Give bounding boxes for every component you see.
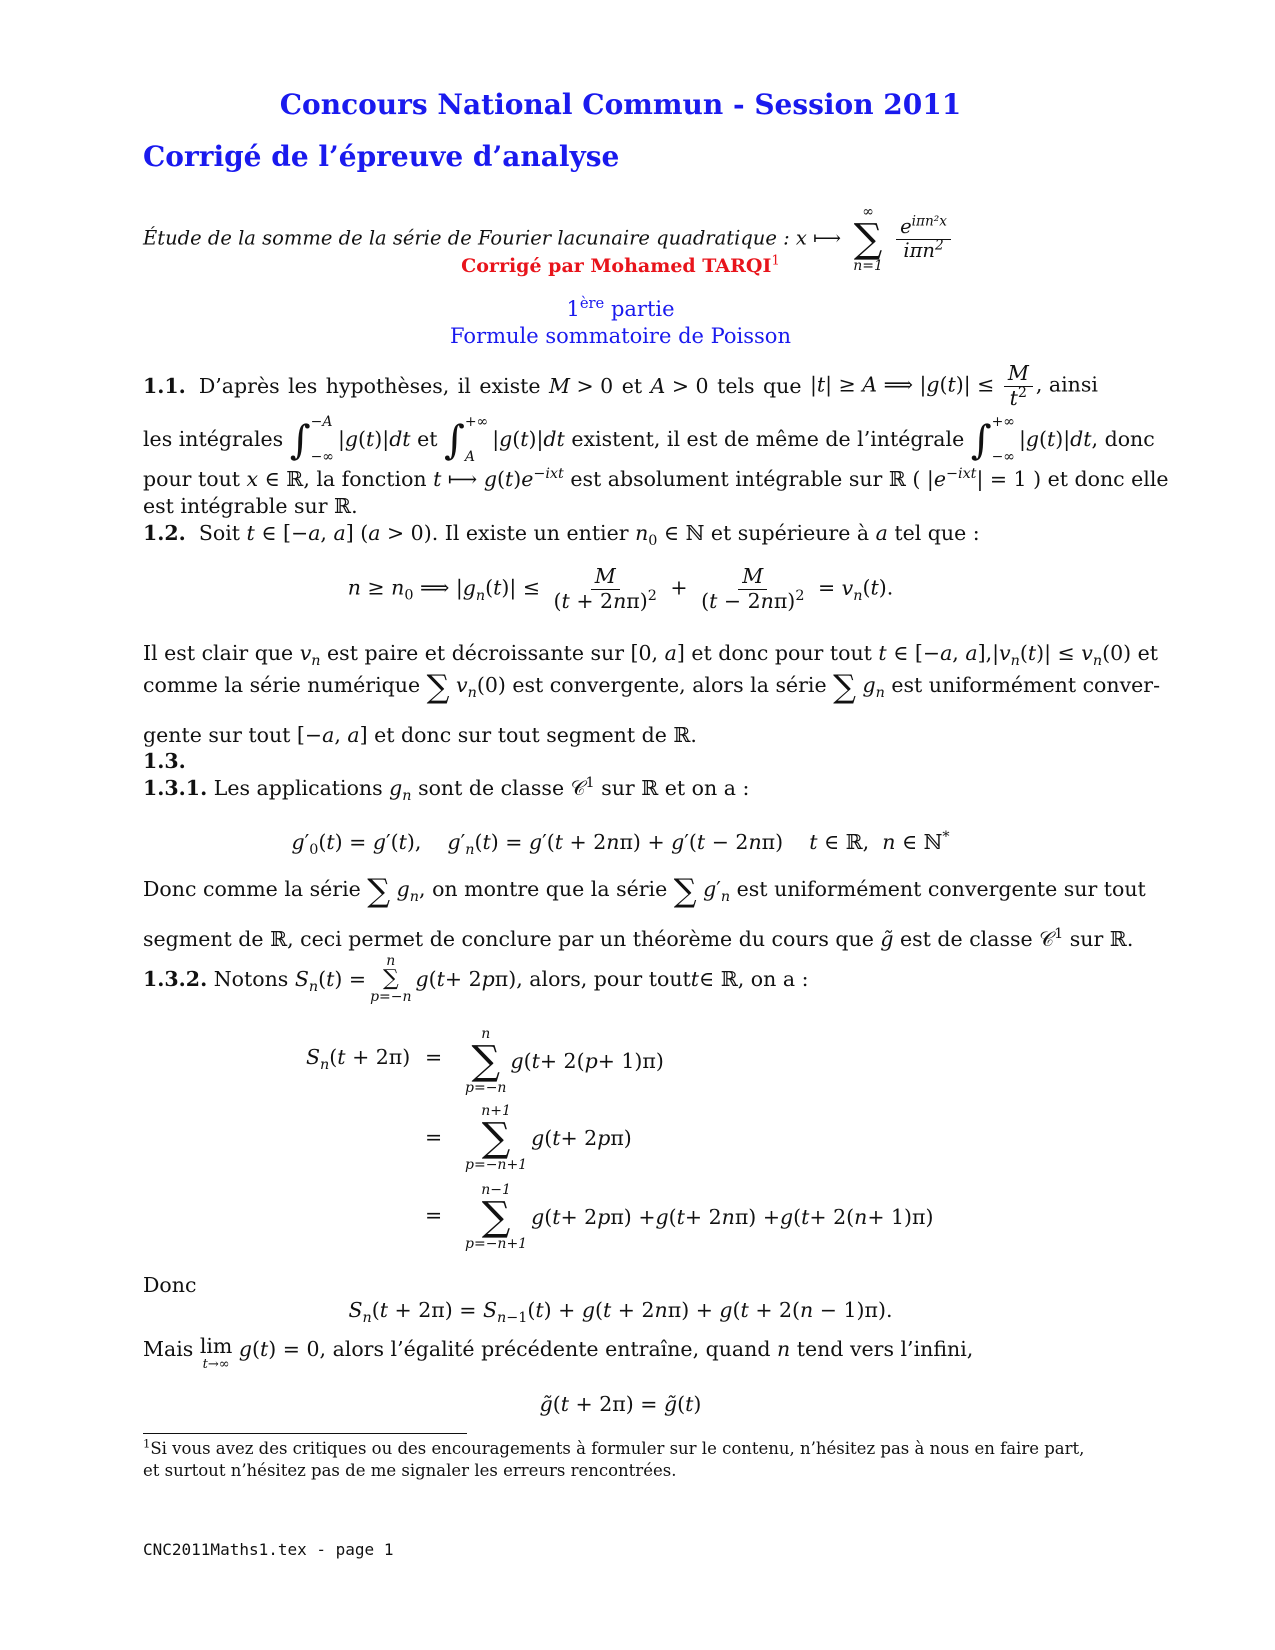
- study-text: Étude de la somme de la série de Fourier lacunaire quadratique : x ⟼: [143, 226, 842, 250]
- section-label-1-1: 1.1.: [143, 374, 186, 399]
- paragraph-1-3-1: 1.3.1. Les applications $g_n$ sont de classe 𝒞$^1$ sur ℝ et on a :: [143, 775, 750, 805]
- paragraph-1-2-line4: gente sur tout [−a, a] et donc sur tout segment de ℝ.: [143, 723, 697, 747]
- section-label-1-3-1: 1.3.1.: [143, 776, 208, 800]
- section-label-1-2: 1.2.: [143, 521, 186, 545]
- paragraph-1-2-line3: comme la série numérique ∑ $v_n(0)$ est convergente, alors la série ∑ $g_n$ est uniformément conver-: [143, 667, 1161, 706]
- paragraph-1-2-line1: 1.2. Soit t ∈ [−a, a] (a > 0). Il existe un entier $n_0$ ∈ ℕ et supérieure à a tel que :: [143, 521, 980, 550]
- paragraph-1-3-1-line2: Donc comme la série ∑ $g_n$, on montre que la série ∑ $g'_n$ est uniformément convergente sur tout: [143, 871, 1146, 910]
- equation-1-3-1: $g'_0(t) = g'(t)$, $g'_n(t) = g'(t + 2n\pi) + g'(t - 2n\pi)$ t ∈ ℝ, n ∈ ℕ*: [291, 829, 950, 859]
- paragraph-1-3-1-line3: segment de ℝ, ceci permet de conclure par un théorème du cours que g̃ est de classe 𝒞$^1$ sur ℝ.: [143, 926, 1134, 951]
- part-heading: [143, 297, 1098, 321]
- author-line: [143, 255, 1098, 277]
- equation-sn-lhs: $S_n(t + 2\pi)$: [306, 1045, 411, 1074]
- paragraph-1-3-2: 1.3.2. Notons $S_n$ ( t ) = n ∑ p=−n g ( t + 2 p π), alors, pour tout t ∈ ℝ, on a :: [143, 953, 809, 1005]
- paragraph-mais: Mais lim t→∞ g ( t ) = 0, alors l’égalité précédente entraîne, quand n tend vers l’infini,: [143, 1334, 974, 1372]
- paragraph-1-1-line3: pour tout x ∈ ℝ, la fonction t ⟼ $g(t)e^{-ixt}$ est absolument intégrable sur ℝ ( $|e^{-ixt}| = 1$ ) et donc elle: [143, 466, 1169, 491]
- part-number: 1: [566, 297, 580, 321]
- document-subtitle: Corrigé de l’épreuve d’analyse: [143, 140, 620, 173]
- equation-line-1: n ∑ p=−n g ( t + 2( p + 1)π): [465, 1026, 664, 1096]
- part-title: Formule sommatoire de Poisson: [450, 324, 791, 348]
- author-footnote-mark: 1: [771, 253, 780, 269]
- footnote-text: Si vous avez des critiques ou des encouragements à formuler sur le contenu, n’hésitez pas à nous en faire part, et surtout n’hésitez pas de me signaler les erreurs rencontrées.: [143, 1439, 1085, 1480]
- part-suffix: ère: [579, 295, 605, 312]
- equation-eq-sign-3: =: [425, 1203, 443, 1227]
- equation-line-2: n+1 ∑ p=−n+1 g ( t + 2 p π): [465, 1103, 632, 1173]
- document-page: [143, 0, 1169, 1650]
- author-name: Corrigé par Mohamed TARQI: [461, 255, 772, 277]
- footnote-rule: [143, 1433, 467, 1434]
- paragraph-1-1-line1: 1.1. D’après les hypothèses, il existe M > 0 et A > 0 tels que |t| ≥ A ⟹ |g(t)| ≤ $\frac{M}{t^2}$ , ainsi: [143, 361, 1098, 410]
- footnote-mark: 1: [143, 1436, 151, 1451]
- equation-1-2: $n \ge n_0$ ⟹ $|g_n(t)|$ ≤ $\frac{M}{(t + 2n\pi)^2}$ + $\frac{M}{(t - 2n\pi)^2}$ = $v_n(t)$.: [347, 564, 894, 613]
- equation-periodic: g̃(t + 2π) = g̃(t): [539, 1392, 702, 1416]
- page-footer: CNC2011Maths1.tex - page 1: [143, 1540, 394, 1559]
- equation-eq-sign-1: =: [425, 1045, 443, 1069]
- document-title: Concours National Commun - Session 2011: [279, 88, 962, 121]
- paragraph-1-1-line4: est intégrable sur ℝ.: [143, 494, 358, 518]
- paragraph-1-2-line2: Il est clair que $v_n$ est paire et décroissante sur [0, a] et donc pour tout t ∈ [−a, a], $|v_n(t)| \le v_n(0)$ et: [143, 641, 1159, 670]
- equation-donc: $S_n(t + 2\pi) = S_{n-1}(t) + g(t + 2n\pi) + g(t + 2(n - 1)\pi)$.: [348, 1298, 893, 1327]
- equation-line-3: n−1 ∑ p=−n+1 g ( t + 2 p π) + g ( t + 2 n π) + g ( t + 2( n + 1)π): [465, 1182, 934, 1252]
- section-label-1-3-2: 1.3.2.: [143, 967, 208, 991]
- part-word: partie: [610, 297, 675, 321]
- equation-eq-sign-2: =: [425, 1125, 443, 1149]
- section-label-1-3: 1.3.: [143, 749, 186, 773]
- paragraph-1-1-line2: les intégrales ∫ −A −∞ |g(t)|dt et ∫ +∞ A |g(t)|dt existent, il est de même de l’intégrale ∫ +∞ −∞ |g(t)|dt, donc: [143, 413, 1155, 465]
- paragraph-donc: Donc: [143, 1273, 197, 1297]
- study-description: Étude de la somme de la série de Fourier lacunaire quadratique : x ⟼ ∞ ∑ n=1 $\frac{e^{i\pi n^2x}}{i\pi n^2}$: [143, 205, 954, 273]
- footnote: [143, 1438, 1098, 1482]
